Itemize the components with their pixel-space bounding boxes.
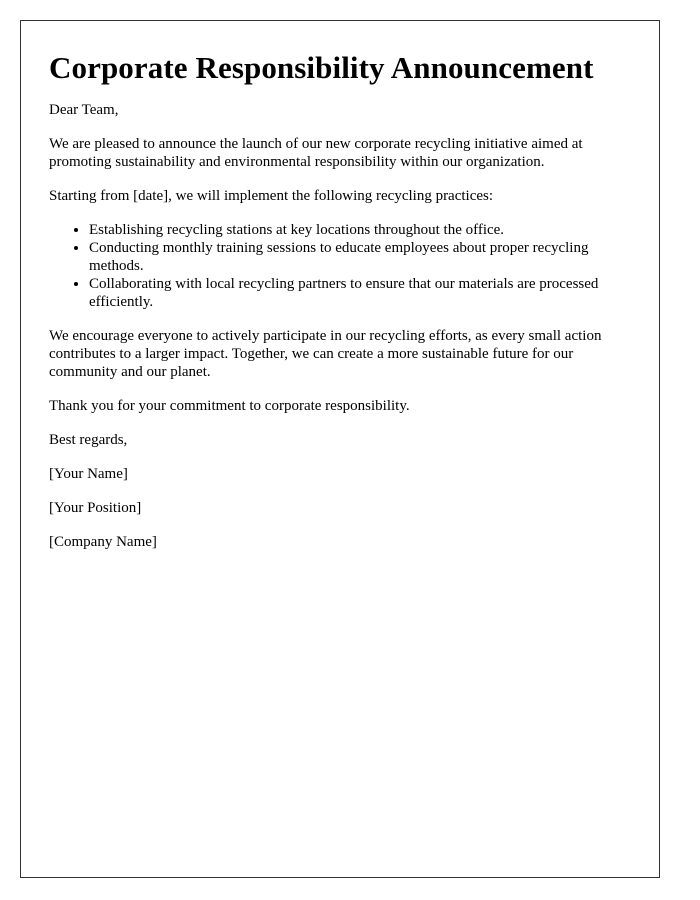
encourage-paragraph: We encourage everyone to actively participate in our recycling efforts, as every small action contributes to a larger impact. Together, we can create a more sustainable future for our community and our planet. [49, 328, 602, 380]
signature-position: [Your Position] [49, 500, 142, 516]
greeting: Dear Team, [49, 102, 119, 118]
list-item: • Establishing recycling stations at key locations throughout the office. [89, 221, 631, 239]
signature-name: [Your Name] [49, 466, 128, 482]
letter-page [20, 20, 660, 878]
list-item: • Collaborating with local recycling partners to ensure that our materials are processed efficiently. [89, 275, 631, 311]
list-item: • Conducting monthly training sessions to educate employees about proper recycling methods. [89, 239, 631, 275]
practices-list [49, 221, 631, 311]
signature-company: [Company Name] [49, 534, 157, 550]
thanks-paragraph: Thank you for your commitment to corporate responsibility. [49, 398, 410, 414]
letter-title: Corporate Responsibility Announcement [49, 50, 594, 85]
starting-paragraph: Starting from [date], we will implement the following recycling practices: [49, 188, 494, 204]
intro-paragraph: We are pleased to announce the launch of our new corporate recycling initiative aimed at promoting sustainability and environmental responsibility within our organization. [49, 136, 583, 170]
closing: Best regards, [49, 432, 128, 448]
